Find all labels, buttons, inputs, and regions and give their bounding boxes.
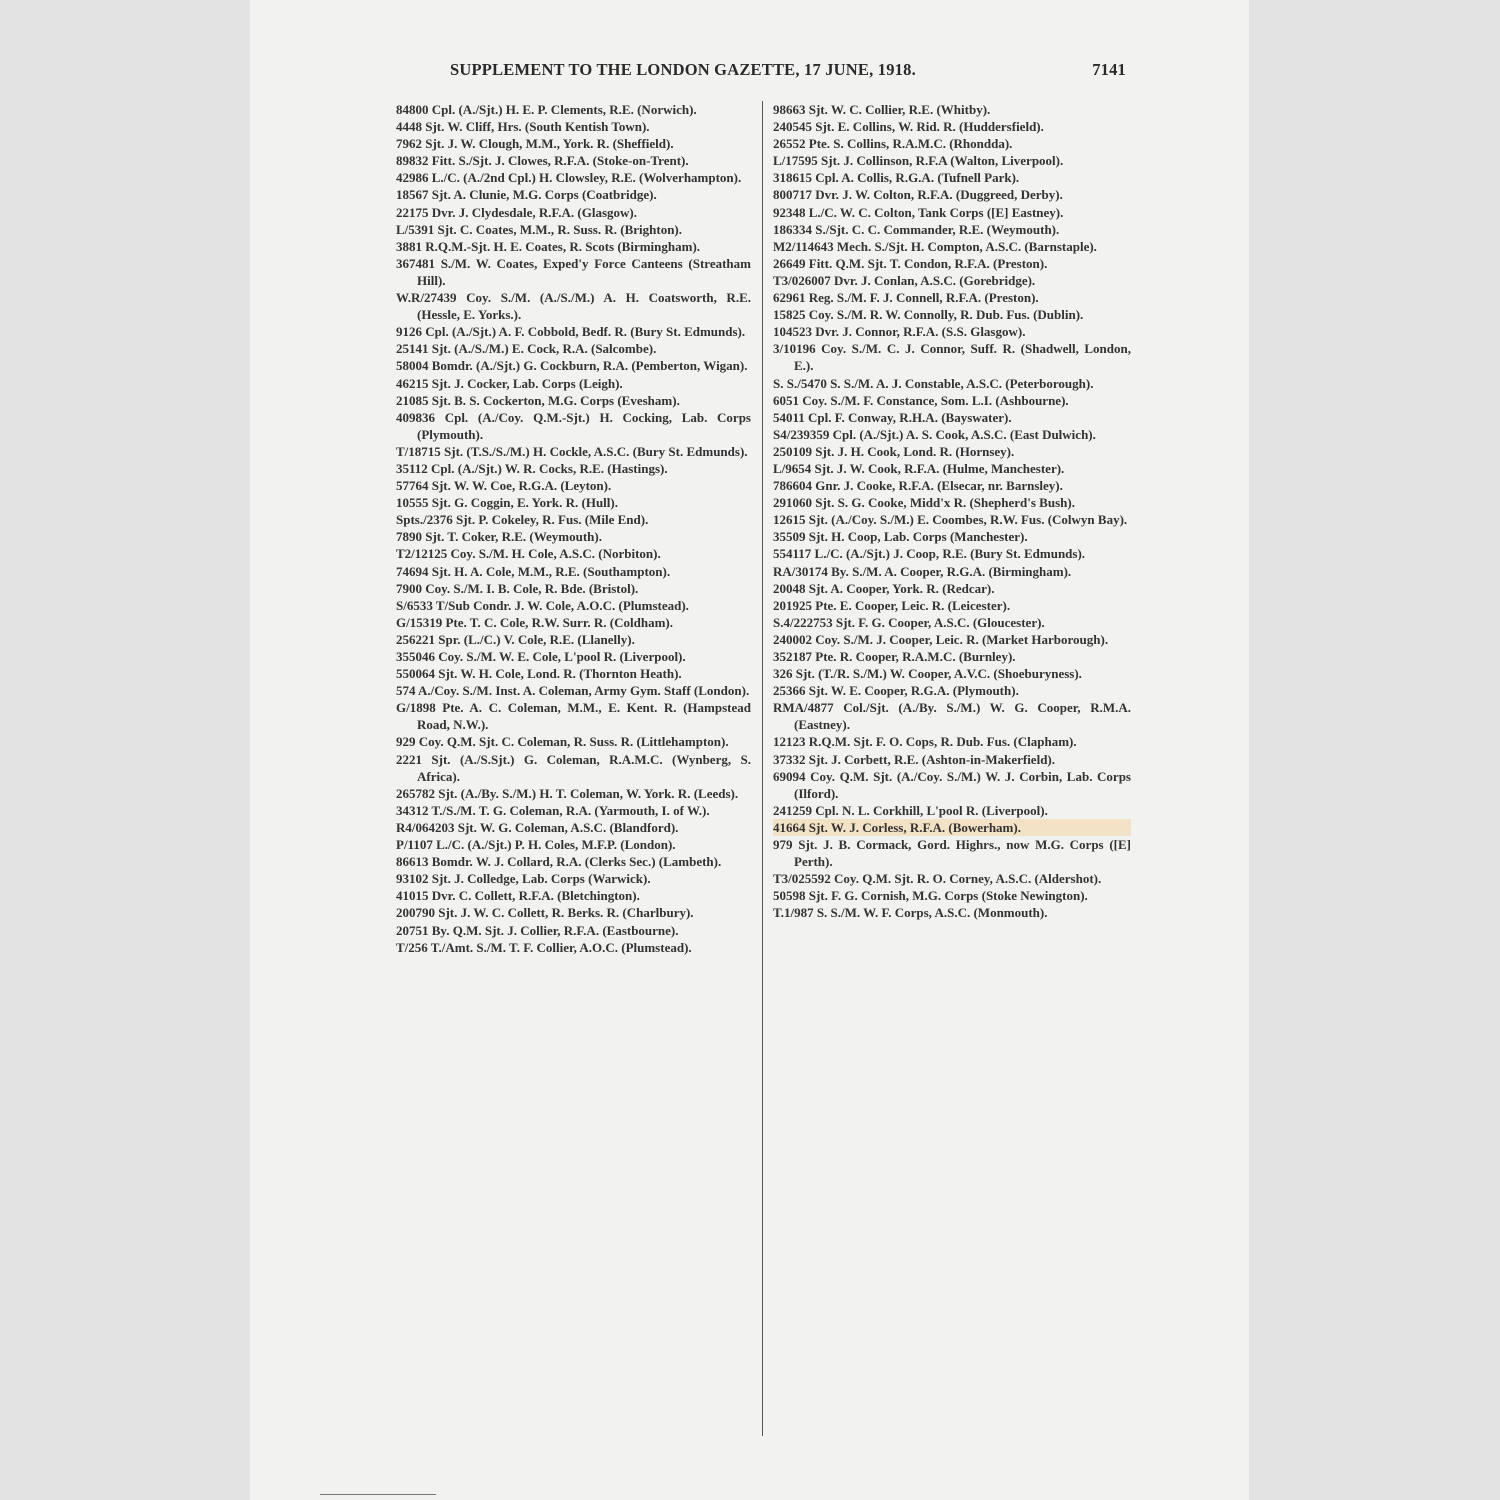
list-item: 54011 Cpl. F. Conway, R.H.A. (Bayswater). — [773, 409, 1012, 425]
column-divider — [762, 101, 763, 1436]
list-item: 15825 Coy. S./M. R. W. Connolly, R. Dub. Fus. (Dublin). — [773, 307, 1084, 323]
list-item: 3881 R.Q.M.-Sjt. H. E. Coates, R. Scots (Birmingham). — [396, 238, 701, 254]
list-item: 6051 Coy. S./M. F. Constance, Som. L.I. (Ashbourne). — [773, 392, 1069, 408]
page-number: 7141 — [1092, 60, 1126, 79]
list-item: S.4/222753 Sjt. F. G. Cooper, A.S.C. (Gloucester). — [773, 614, 1045, 630]
list-item: 89832 Fitt. S./Sjt. J. Clowes, R.F.A. (Stoke-on-Trent). — [396, 153, 689, 169]
list-item: S4/239359 Cpl. (A./Sjt.) A. S. Cook, A.S.C. (East Dulwich). — [773, 426, 1096, 442]
list-item: 12615 Sjt. (A./Coy. S./M.) E. Coombes, R.W. Fus. (Colwyn Bay). — [773, 512, 1128, 528]
list-item: M2/114643 Mech. S./Sjt. H. Compton, A.S.C. (Barnstaple). — [773, 238, 1097, 254]
list-item: 929 Coy. Q.M. Sjt. C. Coleman, R. Suss. R. (Littlehampton). — [396, 734, 729, 750]
list-item: 291060 Sjt. S. G. Cooke, Midd'x R. (Shepherd's Bush). — [773, 495, 1075, 511]
list-item: RMA/4877 Col./Sjt. (A./By. S./M.) W. G. Cooper, R.M.A. (Eastney). — [773, 700, 1131, 733]
right-column — [773, 101, 1131, 922]
list-item: 409836 Cpl. (A./Coy. Q.M.-Sjt.) H. Cocking, Lab. Corps (Plymouth). — [396, 409, 751, 442]
list-item: 250109 Sjt. J. H. Cook, Lond. R. (Hornsey). — [773, 443, 1015, 459]
list-item: 25366 Sjt. W. E. Cooper, R.G.A. (Plymouth). — [773, 683, 1019, 699]
list-item: 25141 Sjt. (A./S./M.) E. Cock, R.A. (Salcombe). — [396, 341, 657, 357]
list-item: 86613 Bomdr. W. J. Collard, R.A. (Clerks Sec.) (Lambeth). — [396, 854, 722, 870]
list-item: 41015 Dvr. C. Collett, R.F.A. (Bletchington). — [396, 888, 640, 904]
list-item: 35112 Cpl. (A./Sjt.) W. R. Cocks, R.E. (Hastings). — [396, 460, 668, 476]
list-item: 7900 Coy. S./M. I. B. Cole, R. Bde. (Bristol). — [396, 580, 639, 596]
list-item: 326 Sjt. (T./R. S./M.) W. Cooper, A.V.C. (Shoeburyness). — [773, 666, 1082, 682]
list-item: 93102 Sjt. J. Colledge, Lab. Corps (Warwick). — [396, 871, 651, 887]
list-item: 240545 Sjt. E. Collins, W. Rid. R. (Huddersfield). — [773, 119, 1044, 135]
list-item: 4448 Sjt. W. Cliff, Hrs. (South Kentish Town). — [396, 119, 650, 135]
list-item: 37332 Sjt. J. Corbett, R.E. (Ashton-in-Makerfield). — [773, 751, 1056, 767]
list-item: 84800 Cpl. (A./Sjt.) H. E. P. Clements, R.E. (Norwich). — [396, 102, 697, 117]
list-item: 42986 L./C. (A./2nd Cpl.) H. Clowsley, R.E. (Wolverhampton). — [396, 170, 742, 186]
list-item: Spts./2376 Sjt. P. Cokeley, R. Fus. (Mile End). — [396, 512, 649, 528]
list-item: 46215 Sjt. J. Cocker, Lab. Corps (Leigh). — [396, 375, 623, 391]
list-item: 57764 Sjt. W. W. Coe, R.G.A. (Leyton). — [396, 478, 612, 494]
left-column — [396, 101, 751, 956]
list-item: L/9654 Sjt. J. W. Cook, R.F.A. (Hulme, Manchester). — [773, 460, 1065, 476]
list-item: 12123 R.Q.M. Sjt. F. O. Cops, R. Dub. Fus. (Clapham). — [773, 734, 1077, 750]
list-item: 35509 Sjt. H. Coop, Lab. Corps (Manchester). — [773, 529, 1028, 545]
list-item: L/5391 Sjt. C. Coates, M.M., R. Suss. R. (Brighton). — [396, 221, 682, 237]
list-item: 62961 Reg. S./M. F. J. Connell, R.F.A. (Preston). — [773, 290, 1039, 306]
list-item: T.1/987 S. S./M. W. F. Corps, A.S.C. (Monmouth). — [773, 905, 1048, 921]
list-item: 186334 S./Sjt. C. C. Commander, R.E. (Weymouth). — [773, 221, 1060, 237]
list-item: RA/30174 By. S./M. A. Cooper, R.G.A. (Birmingham). — [773, 563, 1072, 579]
list-item: 574 A./Coy. S./M. Inst. A. Coleman, Army Gym. Staff (London). — [396, 683, 750, 699]
list-item: 554117 L./C. (A./Sjt.) J. Coop, R.E. (Bury St. Edmunds). — [773, 546, 1086, 562]
list-item: 355046 Coy. S./M. W. E. Cole, L'pool R. (Liverpool). — [396, 649, 686, 664]
list-item: R4/064203 Sjt. W. G. Coleman, A.S.C. (Blandford). — [396, 819, 679, 835]
footer-rule — [320, 1494, 436, 1495]
list-item: S. S./5470 S. S./M. A. J. Constable, A.S.C. (Peterborough). — [773, 375, 1094, 391]
list-item: 3/10196 Coy. S./M. C. J. Connor, Suff. R. (Shadwell, London, E.). — [773, 341, 1131, 374]
list-item: T2/12125 Coy. S./M. H. Cole, A.S.C. (Norbiton). — [396, 546, 661, 562]
list-item: 201925 Pte. E. Cooper, Leic. R. (Leicester). — [773, 597, 1011, 613]
list-item: 104523 Dvr. J. Connor, R.F.A. (S.S. Glasgow). — [773, 324, 1026, 340]
list-item: 69094 Coy. Q.M. Sjt. (A./Coy. S./M.) W. J. Corbin, Lab. Corps (Ilford). — [773, 768, 1131, 801]
page-title: SUPPLEMENT TO THE LONDON GAZETTE, 17 JUNE, 1918. — [450, 60, 916, 79]
list-item: G/15319 Pte. T. C. Cole, R.W. Surr. R. (Coldham). — [396, 614, 673, 630]
list-item: T/256 T./Amt. S./M. T. F. Collier, A.O.C. (Plumstead). — [396, 939, 692, 955]
list-item: 786604 Gnr. J. Cooke, R.F.A. (Elsecar, nr. Barnsley). — [773, 478, 1063, 494]
list-item: 74694 Sjt. H. A. Cole, M.M., R.E. (Southampton). — [396, 563, 671, 579]
list-item: 26552 Pte. S. Collins, R.A.M.C. (Rhondda). — [773, 136, 1013, 152]
list-item: 200790 Sjt. J. W. C. Collett, R. Berks. R. (Charlbury). — [396, 905, 694, 921]
list-item: 98663 Sjt. W. C. Collier, R.E. (Whitby). — [773, 102, 991, 117]
list-item: T3/025592 Coy. Q.M. Sjt. R. O. Corney, A.S.C. (Aldershot). — [773, 871, 1102, 887]
list-item: 318615 Cpl. A. Collis, R.G.A. (Tufnell Park). — [773, 170, 1020, 186]
gazette-page — [250, 0, 1249, 1500]
list-item: 34312 T./S./M. T. G. Coleman, R.A. (Yarmouth, I. of W.). — [396, 802, 710, 818]
list-item: 20048 Sjt. A. Cooper, York. R. (Redcar). — [773, 580, 995, 596]
list-item: 241259 Cpl. N. L. Corkhill, L'pool R. (Liverpool). — [773, 802, 1048, 818]
list-item: 367481 S./M. W. Coates, Exped'y Force Canteens (Streatham Hill). — [396, 255, 751, 288]
list-item: 7890 Sjt. T. Coker, R.E. (Weymouth). — [396, 529, 602, 545]
list-item: 20751 By. Q.M. Sjt. J. Collier, R.F.A. (Eastbourne). — [396, 922, 679, 938]
list-item: 50598 Sjt. F. G. Cornish, M.G. Corps (Stoke Newington). — [773, 888, 1088, 904]
list-item: 256221 Spr. (L./C.) V. Cole, R.E. (Llanelly). — [396, 631, 635, 647]
list-item: 9126 Cpl. (A./Sjt.) A. F. Cobbold, Bedf. R. (Bury St. Edmunds). — [396, 324, 746, 340]
list-item: 92348 L./C. W. C. Colton, Tank Corps ([E] Eastney). — [773, 204, 1064, 220]
list-item: 979 Sjt. J. B. Cormack, Gord. Highrs., now M.G. Corps ([E] Perth). — [773, 837, 1131, 870]
list-item: S/6533 T/Sub Condr. J. W. Cole, A.O.C. (Plumstead). — [396, 597, 689, 613]
list-item: 10555 Sjt. G. Coggin, E. York. R. (Hull). — [396, 495, 618, 511]
list-item: 21085 Sjt. B. S. Cockerton, M.G. Corps (Evesham). — [396, 392, 680, 408]
list-item: 550064 Sjt. W. H. Cole, Lond. R. (Thornton Heath). — [396, 666, 682, 682]
list-item: T3/026007 Dvr. J. Conlan, A.S.C. (Gorebridge). — [773, 272, 1036, 288]
list-item: G/1898 Pte. A. C. Coleman, M.M., E. Kent. R. (Hampstead Road, N.W.). — [396, 700, 751, 733]
list-item: 22175 Dvr. J. Clydesdale, R.F.A. (Glasgow). — [396, 204, 637, 220]
list-item: 2221 Sjt. (A./S.Sjt.) G. Coleman, R.A.M.C. (Wynberg, S. Africa). — [396, 751, 751, 784]
list-item: 352187 Pte. R. Cooper, R.A.M.C. (Burnley). — [773, 649, 1016, 664]
list-item: 18567 Sjt. A. Clunie, M.G. Corps (Coatbridge). — [396, 187, 657, 203]
list-item: T/18715 Sjt. (T.S./S./M.) H. Cockle, A.S.C. (Bury St. Edmunds). — [396, 443, 748, 459]
list-item: W.R/27439 Coy. S./M. (A./S./M.) A. H. Coatsworth, R.E. (Hessle, E. Yorks.). — [396, 290, 751, 323]
list-item: 41664 Sjt. W. J. Corless, R.F.A. (Bowerham). — [773, 819, 1131, 836]
page-header — [450, 60, 1126, 84]
list-item: 800717 Dvr. J. W. Colton, R.F.A. (Duggreed, Derby). — [773, 187, 1063, 203]
list-item: 26649 Fitt. Q.M. Sjt. T. Condon, R.F.A. (Preston). — [773, 255, 1048, 271]
list-item: 58004 Bomdr. (A./Sjt.) G. Cockburn, R.A. (Pemberton, Wigan). — [396, 358, 748, 374]
list-item: P/1107 L./C. (A./Sjt.) P. H. Coles, M.F.P. (London). — [396, 837, 676, 853]
list-item: 240002 Coy. S./M. J. Cooper, Leic. R. (Market Harborough). — [773, 631, 1109, 647]
list-item: L/17595 Sjt. J. Collinson, R.F.A (Walton, Liverpool). — [773, 153, 1064, 169]
list-item: 265782 Sjt. (A./By. S./M.) H. T. Coleman, W. York. R. (Leeds). — [396, 785, 739, 801]
list-item: 7962 Sjt. J. W. Clough, M.M., York. R. (Sheffield). — [396, 136, 674, 152]
